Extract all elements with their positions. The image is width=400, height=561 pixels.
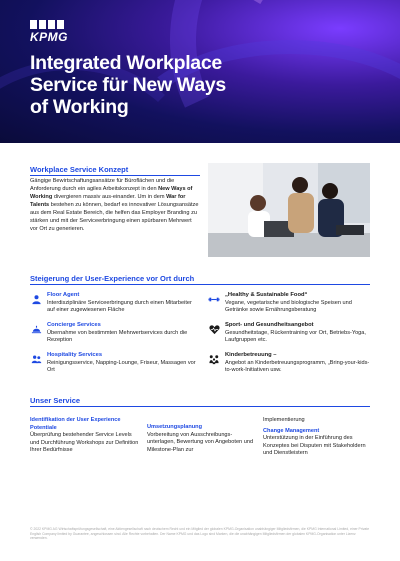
service-heading: Unser Service xyxy=(30,396,81,405)
experience-rule xyxy=(30,284,370,285)
family-icon xyxy=(208,353,220,365)
team-photo-illustration xyxy=(208,163,370,257)
concept-paragraph: Gängige Bewirtschaftungsansätze für Büroflächen und die Anforderung durch ein agiles Arbeitskonzept in den New Ways of Working divergieren massiv aus-einander. Um in dem War for Talents bestehen zu können, bedarf es innovativer Lösungsansätze aus dem Real Estate Bereich, die helfen das Employer Branding zu stärken und mit der Serviceerbringung einen spürbaren Mehrwert vor Ort zu generieren. xyxy=(30,178,199,232)
service-col-planning xyxy=(147,424,257,454)
item-title: Concierge Services xyxy=(47,322,101,328)
item-text: Vegane, vegetarische und biologische Speisen und Getränke sowie Ernährungsberatung xyxy=(225,299,352,314)
service-col-title: Umsetzungsplanung xyxy=(147,424,203,430)
concierge-icon xyxy=(30,323,42,335)
item-title: Hospitality Services xyxy=(47,352,103,358)
service-item-concierge xyxy=(30,322,200,345)
heart-pulse-icon xyxy=(208,323,220,335)
dumbbell-icon xyxy=(208,293,220,305)
service-item-sport xyxy=(208,322,373,345)
service-item-floor-agent xyxy=(30,292,200,315)
service-item-hospitality xyxy=(30,352,200,375)
service-col-change xyxy=(263,417,373,458)
title-line: Integrated Workplace xyxy=(30,52,222,74)
service-col-title: Identifikation der User Experience Potentiale xyxy=(30,417,121,431)
service-col-identification xyxy=(30,417,142,455)
item-text: Reinigungsservice, Napping-Lounge, Friseur, Massagen vor Ort xyxy=(47,359,196,374)
item-title: Kinderbetreuung – xyxy=(225,352,277,358)
item-text: Gesundheitstage, Rückentraining vor Ort, Betriebs-Yoga, Laufgruppen etc. xyxy=(225,329,366,344)
item-text: Interdisziplinäre Serviceerbringung durch einen Mitarbeiter auf einer zugewiesenen Fläche xyxy=(47,299,192,314)
kpmg-logo xyxy=(30,20,64,29)
title-line: Service für New Ways xyxy=(30,74,226,96)
people-icon xyxy=(30,353,42,365)
service-col-title: Change Management xyxy=(263,427,320,434)
title-line: of Working xyxy=(30,96,129,118)
service-col-text: Vorbereitung von Ausschreibungs-unterlagen, Bewertung von Angeboten und Milestone-Plan zur xyxy=(147,431,254,453)
concept-rule xyxy=(30,175,200,176)
item-title: „Healthy & Sustainable Food“ xyxy=(225,292,308,298)
page-title xyxy=(30,52,280,118)
service-item-food xyxy=(208,292,373,315)
service-col-continued-text: Implementierung xyxy=(263,417,305,423)
concept-heading: Workplace Service Konzept xyxy=(30,165,129,174)
item-title: Sport- und Gesundheitsangebot xyxy=(225,322,314,328)
item-text: Angebot an Kinderbetreuungsprogramm, „Bring-your-kids-to-work-Initiativen usw. xyxy=(225,359,370,374)
experience-heading: Steigerung der User-Experience vor Ort durch xyxy=(30,274,195,283)
person-badge-icon xyxy=(30,293,42,305)
item-title: Floor Agent xyxy=(47,292,80,298)
team-photo xyxy=(208,163,370,257)
logo-text: KPMG xyxy=(30,30,68,44)
service-col-text: Überprüfung bestehender Service Levels und Durchführung Workshops zur Definition Ihrer Bedürfnisse xyxy=(30,432,139,454)
kpmg-logo-wordmark xyxy=(30,30,68,44)
legal-footer: © 2022 KPMG AG Wirtschaftsprüfungsgesellschaft, eine Aktiengesellschaft nach deutschem Recht und ein Mitglied der globalen KPMG-Organisation unabhängiger Mitgliedsfirmen, die KPMG International Limited, einer Private English Company limited by Guarantee, angeschlossen sind. Alle Rechte vorbehalten. Der Name KPMG und das Logo sind Marken, die die unabhängigen Mitgliedsfirmen der globalen KPMG-Organisation unter Lizenz verwenden. xyxy=(30,527,370,541)
service-item-kids xyxy=(208,352,373,375)
hero-banner xyxy=(0,0,400,143)
service-col-text: Unterstützung in der Einführung des Konzeptes bei Disputen mit Stakeholdern und Dienstleistern xyxy=(263,435,366,457)
kpmg-logo-blocks-icon xyxy=(30,20,64,29)
item-text: Übernahme von bestimmten Mehrwertservices durch die Rezeption xyxy=(47,329,188,344)
service-rule xyxy=(30,406,370,407)
